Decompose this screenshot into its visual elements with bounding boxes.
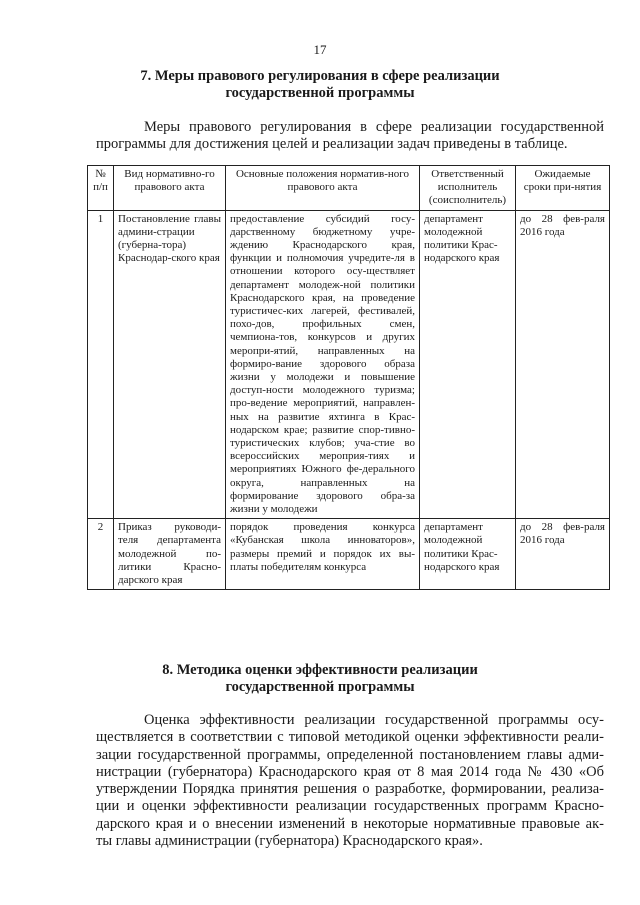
row-1-act-type: Постановление главы админи-страции (губерна-тора) Краснодар-ского края: [114, 210, 226, 519]
row-2-responsible: департамент молодежной политики Крас-нодарского края: [420, 519, 516, 590]
intro-line-1: Меры правового регулирования в сфере реализации государственной: [144, 119, 604, 135]
body-line: ции и оценки эффективности реализации государственных программ Красно-: [96, 798, 604, 815]
header-num: № п/п: [88, 166, 114, 211]
section-8-heading: [100, 662, 540, 696]
section-7-intro: [96, 119, 604, 154]
table-header-row: [88, 166, 610, 211]
body-line: зации государственной программы, определенной постановлением главы адми-: [96, 746, 604, 763]
body-line: Оценка эффективности реализации государственной программы осу-: [144, 712, 604, 728]
section-7-title-line-2: государственной программы: [225, 85, 415, 101]
section-7-heading: [100, 68, 540, 102]
header-provisions: Основные положения норматив-ного правового акта: [226, 166, 420, 211]
body-line: ществляется в соответствии с типовой методикой оценки эффективности реали-: [96, 729, 604, 746]
legal-regulation-table: [87, 165, 610, 590]
header-deadline: Ожидаемые сроки при-нятия: [516, 166, 610, 211]
section-8-title-line-1: 8. Методика оценки эффективности реализации: [162, 662, 478, 678]
header-responsible: Ответственный исполнитель (соисполнитель): [420, 166, 516, 211]
body-line: ты главы администрации (губернатора) Краснодарского края».: [96, 833, 483, 850]
section-8-title-line-2: государственной программы: [225, 679, 415, 695]
body-line: нистрации (губернатора) Краснодарского края от 8 мая 2014 года № 430 «Об: [96, 763, 604, 780]
row-1-responsible: департамент молодежной политики Крас-нодарского края: [420, 210, 516, 519]
row-1-provisions: предоставление субсидий госу-дарственному бюджетному учре-ждению Краснодарского края, функции и полномочия учредите-ля в отношении которого осу-ществляет департамент молодеж-ной политики Краснодарского края, на проведение туристичес-ких лагерей, фестивалей, похо-дов, профильных смен, чемпиона-тов, конкурсов и других меропри-ятий, направленных на формиро-вание здорового образа жизни у молодежи и повышение доступ-ности молодежного туризма; про-ведение мероприятий, направлен-ных на развитие яхтинга в Крас-нодарском крае; развитие спор-тивно-туристических клубов; уча-стие во всероссийских мероприя-тиях и мероприятиях Южного фе-дерального округа, направленных на формирование здорового обра-за жизни у молодежи: [226, 210, 420, 519]
header-act-type: Вид нормативно-го правового акта: [114, 166, 226, 211]
body-line: утверждении Порядка принятия решения о разработке, формировании, реализа-: [96, 781, 604, 798]
row-2-act-type: Приказ руководи-теля департамента молодежной по-литики Красно-дарского края: [114, 519, 226, 590]
row-2-deadline: до 28 фев-раля 2016 года: [516, 519, 610, 590]
section-7-title-line-1: 7. Меры правового регулирования в сфере реализации: [140, 68, 500, 84]
body-line: дарского края и о внесении изменений в некоторые нормативные правовые ак-: [96, 815, 604, 832]
table-row: [88, 210, 610, 519]
row-1-num: 1: [88, 210, 114, 519]
intro-line-2: программы для достижения целей и реализации задач приведены в таблице.: [96, 136, 568, 153]
section-8-body: [96, 712, 604, 850]
row-2-provisions: порядок проведения конкурса «Кубанская школа инноваторов», размеры премий и порядок их вы-платы победителям конкурса: [226, 519, 420, 590]
row-1-deadline: до 28 фев-раля 2016 года: [516, 210, 610, 519]
page-number: 17: [313, 42, 327, 57]
row-2-num: 2: [88, 519, 114, 590]
table-row: [88, 519, 610, 590]
